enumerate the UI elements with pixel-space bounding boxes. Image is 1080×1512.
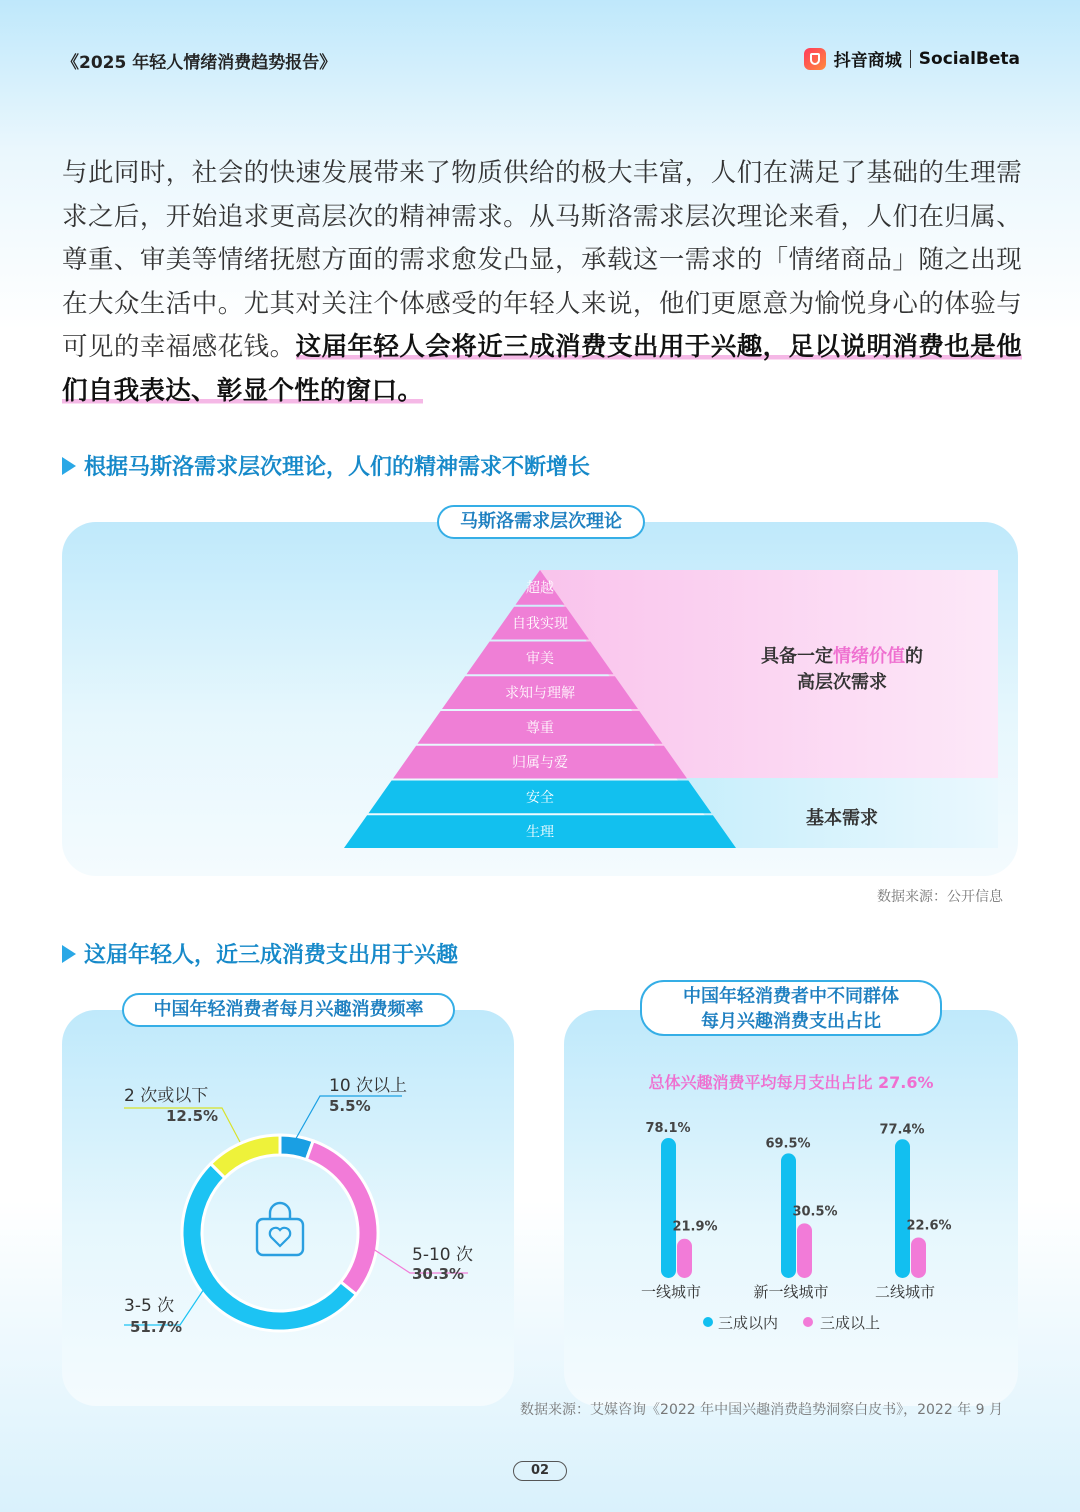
- bar-series1: [661, 1138, 676, 1278]
- bar-value-label: 21.9%: [672, 1219, 718, 1235]
- slice-value-2-or-less: 12.5%: [166, 1107, 219, 1125]
- pyramid-level-label: 超越: [526, 580, 554, 597]
- spending-subtitle: 总体兴趣消费平均每月支出占比 27.6%: [648, 1073, 934, 1092]
- higher-note-pre: 具备一定: [761, 646, 833, 667]
- brand-main: 抖音商城: [833, 51, 902, 71]
- legend-label-series2: 三成以上: [820, 1314, 881, 1332]
- bar-value-label: 30.5%: [792, 1204, 838, 1220]
- frequency-donut-chart: [62, 1010, 514, 1406]
- slice-label-5-10: 5-10 次: [412, 1245, 473, 1265]
- bar-value-label: 69.5%: [765, 1136, 811, 1152]
- bar-value-label: 78.1%: [645, 1121, 691, 1136]
- legend-label-series1: 三成以内: [718, 1314, 779, 1332]
- slice-label-10plus: 10 次以上: [329, 1076, 408, 1096]
- brand-partner: SocialBeta: [918, 48, 1020, 69]
- slice-value-5-10: 30.3%: [412, 1265, 465, 1283]
- frequency-title-pill: 中国年轻消费者每月兴趣消费频率: [122, 993, 455, 1027]
- maslow-title-pill: 马斯洛需求层次理论: [437, 505, 645, 539]
- pyramid-level-label: 自我实现: [512, 616, 568, 633]
- bar-category-label: 一线城市: [640, 1283, 702, 1301]
- legend-swatch-series1: [703, 1317, 713, 1327]
- section1-source: 数据来源：公开信息: [877, 889, 1003, 905]
- donut-slice: [211, 1135, 280, 1178]
- slice-value-3-5: 51.7%: [130, 1318, 183, 1336]
- bar-legend: [703, 1314, 880, 1332]
- section2-heading: [62, 938, 458, 969]
- spending-title-line1: 中国年轻消费者中不同群体: [683, 986, 899, 1007]
- pyramid-level-label: 尊重: [526, 720, 554, 737]
- section2-heading-text: 这届年轻人，近三成消费支出用于兴趣: [84, 943, 459, 968]
- section1-heading-text: 根据马斯洛需求层次理论，人们的精神需求不断增长: [84, 455, 591, 480]
- pyramid-level-label: 审美: [526, 650, 554, 667]
- pyramid-level-label: 归属与爱: [512, 755, 568, 772]
- bar-category-label: 新一线城市: [753, 1283, 829, 1301]
- arrow-icon: [62, 945, 76, 963]
- bar-category-label: 二线城市: [874, 1283, 936, 1301]
- bar-value-label: 77.4%: [879, 1122, 925, 1138]
- intro-highlight: 这届年轻人会将近三成消费支出用于兴趣，足以说明消费也是他们自我表达、彰显个性的窗口。: [62, 332, 1023, 406]
- pyramid-level-label: 求知与理解: [505, 685, 575, 702]
- spending-bar-chart: [564, 1100, 1018, 1340]
- page-number: 02: [513, 1461, 567, 1481]
- bar-series1: [895, 1139, 910, 1278]
- pyramid-level-label: 生理: [526, 824, 554, 841]
- legend-swatch-series2: [803, 1317, 813, 1327]
- bar-series2: [797, 1223, 812, 1278]
- pyramid-level-label: 安全: [526, 789, 554, 806]
- slice-value-10plus: 5.5%: [329, 1097, 371, 1115]
- section2-source: 数据来源：艾媒咨询《2022 年中国兴趣消费趋势洞察白皮书》，2022 年 9 月: [520, 1402, 1003, 1418]
- bar-series2: [677, 1239, 692, 1278]
- report-title: 《2025 年轻人情绪消费趋势报告》: [62, 53, 337, 73]
- bar-series2: [911, 1237, 926, 1278]
- intro-text: 与此同时，社会的快速发展带来了物质供给的极大丰富，人们在满足了基础的生理需求之后，开始追求更高层次的精神需求。从马斯洛需求层次理论来看，人们在归属、尊重、审美等情绪抚慰方面的需求愈发凸显，承载这一需求的「情绪商品」随之出现在大众生活中。尤其对关注个体感受的年轻人来说，他们更愿意为愉悦身心的体验与可见的幸福感花钱。: [62, 158, 1022, 362]
- higher-note-accent: 情绪价值: [833, 646, 905, 667]
- slice-label-2-or-less: 2 次或以下: [124, 1086, 209, 1106]
- donut-slice: [306, 1141, 378, 1295]
- shopping-bag-heart-icon: [257, 1203, 303, 1255]
- spending-title-line2: 每月兴趣消费支出占比: [701, 1011, 881, 1032]
- higher-needs-note: [742, 642, 942, 694]
- spending-title-pill: [640, 980, 942, 1036]
- bar-value-label: 22.6%: [906, 1218, 952, 1234]
- slice-label-3-5: 3-5 次: [124, 1296, 175, 1316]
- donut-slice: [182, 1164, 356, 1331]
- higher-note-post: 的: [905, 646, 923, 667]
- basic-needs-note: 基本需求: [806, 808, 878, 829]
- higher-note-line2: 高层次需求: [797, 672, 887, 693]
